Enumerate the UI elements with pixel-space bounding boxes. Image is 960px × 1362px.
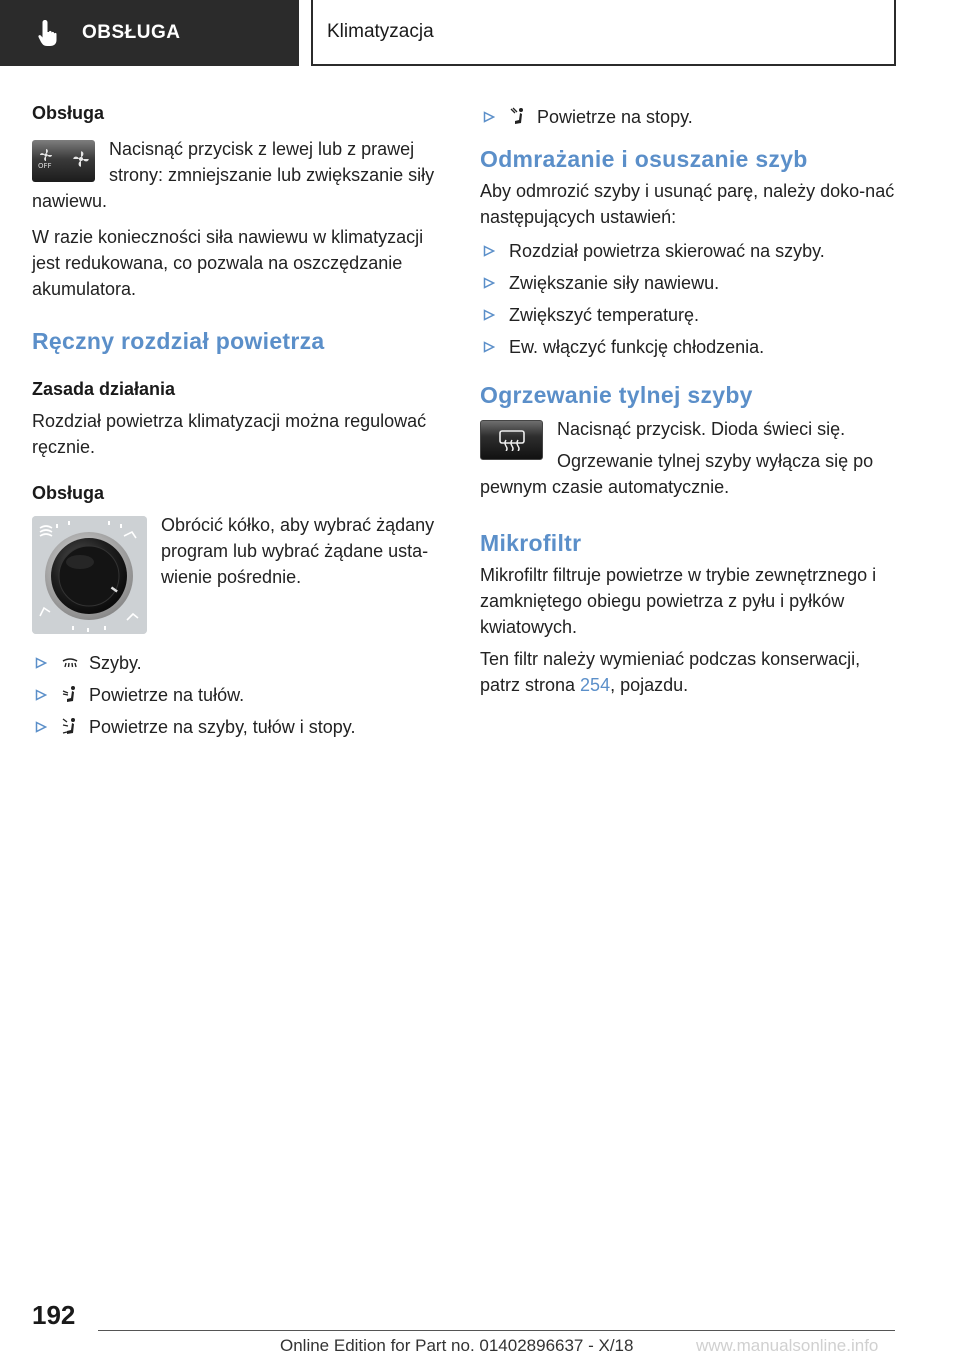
air-windshield-torso-feet-icon xyxy=(61,717,79,737)
fan-speed-button-image xyxy=(32,140,95,182)
list-item-text: Powietrze na szyby, tułów i stopy. xyxy=(89,717,356,737)
air-feet-icon xyxy=(509,107,527,127)
fan-small-icon xyxy=(39,148,53,162)
list-item-text: Rozdział powietrza skierować na szyby. xyxy=(509,241,825,261)
edition-text: Online Edition for Part no. 01402896637 - X/18 xyxy=(280,1336,634,1355)
left-column xyxy=(32,100,452,746)
page-number: 192 xyxy=(32,1300,76,1330)
filter-text-2-before: Ten filtr należy wymieniać podczas konserwacji, patrz strona xyxy=(480,649,861,695)
obsluga2-text: Obrócić kółko, aby wybrać żądany program lub wybrać żądane usta-wienie pośrednie. xyxy=(161,515,435,587)
distribution-list xyxy=(32,650,452,740)
filter-text-1: Mikrofiltr filtruje powietrze w trybie zewnętrznego i zamkniętego obiegu powietrza z pyłu i pyłków kwiatowych. xyxy=(480,565,877,637)
list-item-text: Powietrze na stopy. xyxy=(537,107,693,127)
triangle-bullet-icon xyxy=(35,721,47,733)
list-item xyxy=(480,302,900,328)
fan-large-icon xyxy=(72,150,90,168)
section-label: OBSŁUGA xyxy=(82,22,181,43)
section-title-defrost: Odmrażanie i osuszanie szyb xyxy=(480,146,808,172)
list-item-text: Szyby. xyxy=(89,653,142,673)
section-title-rear-heating: Ogrzewanie tylnej szyby xyxy=(480,382,753,408)
list-item-text: Zwiększyć temperaturę. xyxy=(509,305,700,325)
obsluga-text: Nacisnąć przycisk z lewej lub z prawej strony: zmniejszanie lub zwiększanie siły nawiewu. xyxy=(32,139,435,211)
section-title-manual-distribution: Ręczny rozdział powietrza xyxy=(32,328,325,354)
triangle-bullet-icon xyxy=(35,689,47,701)
triangle-bullet-icon xyxy=(35,657,47,669)
off-label: OFF xyxy=(38,162,52,170)
rotary-knob-icon xyxy=(32,516,147,634)
note-text: W razie konieczności siła nawiewu w klimatyzacji jest redukowana, co pozwala na oszczędzanie akumulatora. xyxy=(32,227,424,299)
list-item xyxy=(480,104,900,130)
list-item-text: Powietrze na tułów. xyxy=(89,685,245,705)
obsluga-heading: Obsługa xyxy=(32,103,105,123)
windshield-icon xyxy=(61,653,79,673)
list-item-text: Zwiększanie siły nawiewu. xyxy=(509,273,720,293)
list-item xyxy=(32,714,452,740)
rear-text-1: Nacisnąć przycisk. Dioda świeci się. xyxy=(557,419,846,439)
rear-window-heating-button-image xyxy=(480,420,543,460)
page-link[interactable]: 254 xyxy=(580,675,611,695)
feet-list xyxy=(480,104,900,130)
rear-defrost-icon xyxy=(497,429,527,451)
air-distribution-knob-image xyxy=(32,516,147,634)
rear-text-2: Ogrzewanie tylnej szyby wyłącza się po pewnym czasie automatycznie. xyxy=(480,451,874,497)
filter-text-2-after: , pojazdu. xyxy=(610,675,689,695)
triangle-bullet-icon xyxy=(483,341,495,353)
triangle-bullet-icon xyxy=(483,111,495,123)
section-tab xyxy=(0,0,299,66)
list-item-text: Ew. włączyć funkcję chłodzenia. xyxy=(509,337,765,357)
list-item xyxy=(32,650,452,676)
filter-text-2 xyxy=(480,646,900,698)
list-item xyxy=(32,682,452,708)
list-item xyxy=(480,238,900,264)
defrost-intro: Aby odmrozić szyby i usunąć parę, należy doko-nać następujących ustawień: xyxy=(480,181,895,227)
air-torso-icon xyxy=(61,685,79,705)
triangle-bullet-icon xyxy=(483,245,495,257)
list-item xyxy=(480,270,900,296)
watermark: www.manualsonline.info xyxy=(696,1336,879,1355)
obsluga2-heading: Obsługa xyxy=(32,483,105,503)
hand-icon xyxy=(36,18,64,48)
zasada-text: Rozdział powietrza klimatyzacji można regulować ręcznie. xyxy=(32,411,427,457)
footer-divider xyxy=(98,1330,895,1331)
right-column xyxy=(480,100,900,698)
defrost-list xyxy=(480,238,900,360)
chapter-tab xyxy=(311,0,896,66)
triangle-bullet-icon xyxy=(483,277,495,289)
section-title-microfilter: Mikrofiltr xyxy=(480,530,582,556)
zasada-heading: Zasada działania xyxy=(32,379,176,399)
list-item xyxy=(480,334,900,360)
triangle-bullet-icon xyxy=(483,309,495,321)
chapter-label: Klimatyzacja xyxy=(327,21,434,42)
